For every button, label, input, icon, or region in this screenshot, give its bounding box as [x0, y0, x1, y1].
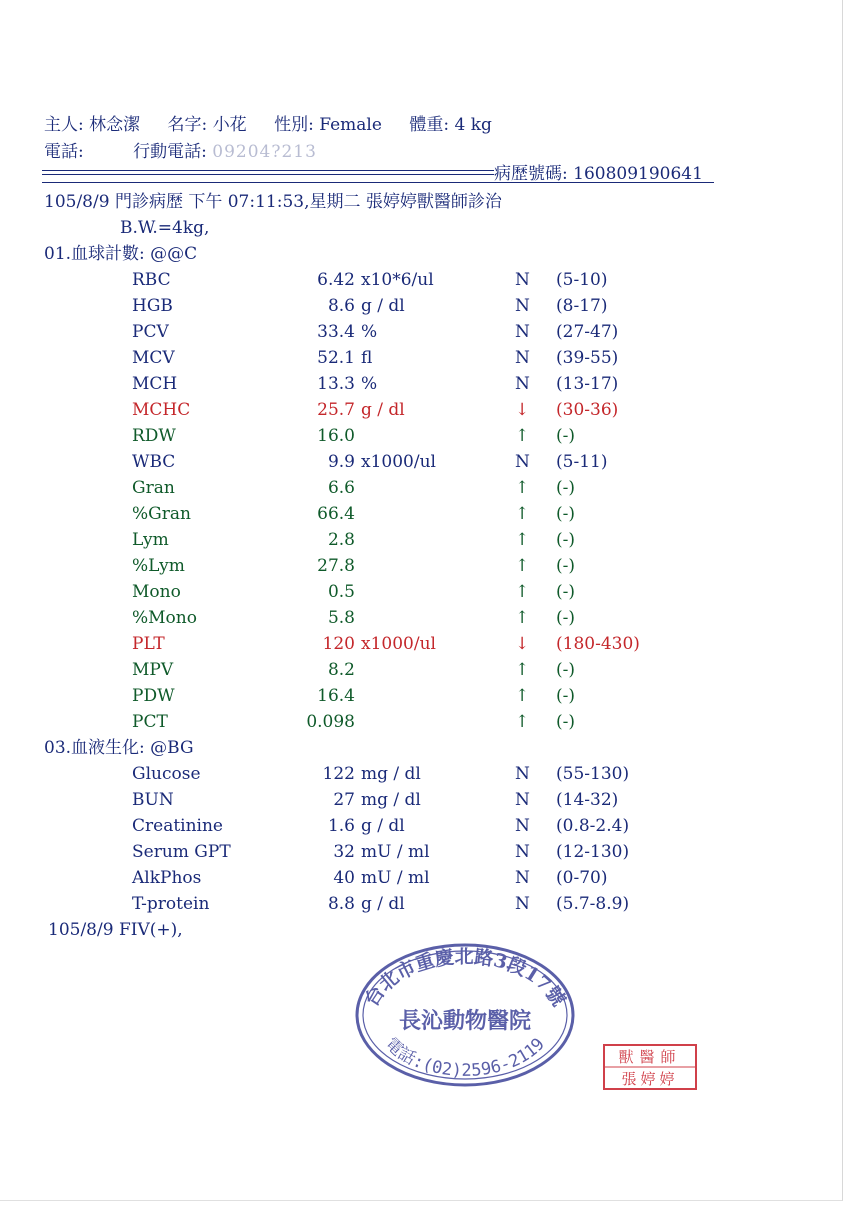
test-name: AlkPhos — [132, 868, 202, 888]
result-row — [0, 503, 855, 525]
test-name: T-protein — [132, 894, 210, 914]
test-value: 32 — [333, 842, 355, 862]
status-flag: ↑ — [515, 426, 530, 446]
status-flag: ↑ — [515, 582, 530, 602]
test-value: 8.8 — [327, 894, 355, 914]
reference-range: (12-130) — [556, 842, 630, 862]
result-row — [0, 789, 855, 811]
phone-label: 電話: — [44, 142, 84, 162]
status-flag: N — [515, 816, 530, 836]
reference-range: (180-430) — [556, 634, 640, 654]
reference-range: (27-47) — [556, 322, 619, 342]
fiv-note: 105/8/9 FIV(+), — [48, 920, 183, 940]
double-rule — [42, 170, 494, 175]
test-value: 13.3 — [317, 374, 355, 394]
result-row — [0, 477, 855, 499]
test-value: 5.8 — [327, 608, 355, 628]
status-flag: N — [515, 894, 530, 914]
reference-range: (-) — [556, 582, 576, 602]
test-unit: mU / ml — [361, 842, 430, 862]
status-flag: N — [515, 452, 530, 472]
test-name: %Gran — [132, 504, 191, 524]
record-number — [494, 164, 703, 184]
cbc-section-title: 01.血球計數: @@C — [44, 244, 198, 264]
test-value: 16.0 — [317, 426, 355, 446]
header-divider — [42, 182, 714, 183]
reference-range: (-) — [556, 608, 576, 628]
status-flag: N — [515, 764, 530, 784]
status-flag: ↑ — [515, 660, 530, 680]
sex-value: Female — [319, 115, 382, 135]
test-unit: g / dl — [361, 894, 405, 914]
status-flag: ↑ — [515, 556, 530, 576]
svg-text:台北市重慶北路3段17號 — [360, 945, 570, 1010]
test-value: 27.8 — [317, 556, 355, 576]
record-number-value: 160809190641 — [573, 164, 703, 184]
result-row — [0, 425, 855, 447]
test-value: 66.4 — [317, 504, 355, 524]
result-row — [0, 685, 855, 707]
result-row — [0, 373, 855, 395]
status-flag: N — [515, 348, 530, 368]
test-name: BUN — [132, 790, 174, 810]
body-weight-note: B.W.=4kg, — [120, 218, 210, 238]
record-number-label: 病歷號碼: — [494, 164, 568, 184]
result-row — [0, 529, 855, 551]
test-value: 25.7 — [317, 400, 355, 420]
reference-range: (-) — [556, 478, 576, 498]
reference-range: (39-55) — [556, 348, 619, 368]
result-row — [0, 867, 855, 889]
test-unit: % — [361, 322, 378, 342]
test-value: 1.6 — [327, 816, 355, 836]
test-value: 0.098 — [306, 712, 355, 732]
status-flag: ↓ — [515, 634, 530, 654]
sex-label: 性別: — [274, 115, 314, 135]
test-unit: x1000/ul — [361, 452, 436, 472]
test-value: 9.9 — [327, 452, 355, 472]
test-unit: fl — [361, 348, 373, 368]
visit-line: 105/8/9 門診病歷 下午 07:11:53,星期二 張婷婷獸醫師診治 — [44, 192, 502, 212]
test-name: RDW — [132, 426, 176, 446]
reference-range: (-) — [556, 686, 576, 706]
test-value: 16.4 — [317, 686, 355, 706]
test-unit: % — [361, 374, 378, 394]
test-name: HGB — [132, 296, 173, 316]
test-name: %Lym — [132, 556, 185, 576]
test-name: MCHC — [132, 400, 191, 420]
test-unit: x10*6/ul — [361, 270, 434, 290]
reference-range: (-) — [556, 426, 576, 446]
result-row — [0, 295, 855, 317]
test-name: %Mono — [132, 608, 197, 628]
test-value: 8.2 — [327, 660, 355, 680]
test-value: 52.1 — [317, 348, 355, 368]
result-row — [0, 815, 855, 837]
result-row — [0, 321, 855, 343]
test-name: PCT — [132, 712, 168, 732]
reference-range: (55-130) — [556, 764, 630, 784]
test-name: WBC — [132, 452, 176, 472]
test-value: 8.6 — [327, 296, 355, 316]
test-name: MCH — [132, 374, 178, 394]
result-row — [0, 451, 855, 473]
result-row — [0, 659, 855, 681]
result-row — [0, 841, 855, 863]
result-row — [0, 607, 855, 629]
test-unit: g / dl — [361, 296, 405, 316]
reference-range: (14-32) — [556, 790, 619, 810]
status-flag: N — [515, 790, 530, 810]
clinic-stamp — [350, 940, 580, 1090]
test-name: RBC — [132, 270, 171, 290]
vet-name: 張婷婷 — [621, 1070, 679, 1088]
reference-range: (5.7-8.9) — [556, 894, 630, 914]
test-name: Creatinine — [132, 816, 223, 836]
test-value: 0.5 — [327, 582, 355, 602]
reference-range: (-) — [556, 712, 576, 732]
result-row — [0, 555, 855, 577]
status-flag: N — [515, 296, 530, 316]
result-row — [0, 893, 855, 915]
test-value: 6.6 — [327, 478, 355, 498]
patient-info-line — [44, 115, 492, 135]
weight-label: 體重: — [409, 115, 450, 135]
reference-range: (13-17) — [556, 374, 619, 394]
test-name: Lym — [132, 530, 169, 550]
result-row — [0, 763, 855, 785]
owner-label: 主人: — [44, 115, 84, 135]
status-flag: ↑ — [515, 686, 530, 706]
test-value: 120 — [322, 634, 355, 654]
test-value: 2.8 — [327, 530, 355, 550]
reference-range: (5-10) — [556, 270, 608, 290]
owner-name: 林念潔 — [89, 115, 141, 135]
result-row — [0, 347, 855, 369]
test-unit: g / dl — [361, 400, 405, 420]
status-flag: N — [515, 842, 530, 862]
test-unit: mg / dl — [361, 790, 421, 810]
reference-range: (-) — [556, 660, 576, 680]
pet-name: 小花 — [212, 115, 247, 135]
status-flag: ↑ — [515, 478, 530, 498]
test-value: 27 — [333, 790, 355, 810]
reference-range: (0.8-2.4) — [556, 816, 630, 836]
test-value: 33.4 — [317, 322, 355, 342]
test-name: PCV — [132, 322, 169, 342]
test-value: 6.42 — [317, 270, 355, 290]
status-flag: ↑ — [515, 530, 530, 550]
pet-name-label: 名字: — [167, 115, 208, 135]
reference-range: (8-17) — [556, 296, 608, 316]
test-unit: mU / ml — [361, 868, 430, 888]
chem-section-title: 03.血液生化: @BG — [44, 738, 194, 758]
test-unit: mg / dl — [361, 764, 421, 784]
vet-seal — [602, 1043, 698, 1091]
test-name: PDW — [132, 686, 175, 706]
test-unit: g / dl — [361, 816, 405, 836]
status-flag: N — [515, 868, 530, 888]
status-flag: ↑ — [515, 712, 530, 732]
test-name: MPV — [132, 660, 174, 680]
status-flag: ↓ — [515, 400, 530, 420]
test-name: Gran — [132, 478, 175, 498]
vet-title: 獸醫師 — [618, 1048, 682, 1066]
test-unit: x1000/ul — [361, 634, 436, 654]
test-value: 40 — [333, 868, 355, 888]
weight-value: 4 kg — [454, 115, 492, 135]
reference-range: (0-70) — [556, 868, 608, 888]
result-row — [0, 711, 855, 733]
stamp-address: 台北市重慶北路3段17號 — [360, 945, 570, 1011]
test-name: Mono — [132, 582, 181, 602]
status-flag: ↑ — [515, 504, 530, 524]
reference-range: (5-11) — [556, 452, 608, 472]
reference-range: (30-36) — [556, 400, 619, 420]
test-name: Glucose — [132, 764, 201, 784]
reference-range: (-) — [556, 556, 576, 576]
mobile-number-redacted: 09204?213 — [212, 142, 317, 162]
stamp-phone: 電話:(02)2596-2119 — [380, 1033, 549, 1081]
result-row — [0, 633, 855, 655]
result-row — [0, 399, 855, 421]
result-row — [0, 581, 855, 603]
reference-range: (-) — [556, 504, 576, 524]
record-number-row — [42, 164, 722, 184]
result-row — [0, 269, 855, 291]
mobile-label: 行動電話: — [133, 142, 207, 162]
status-flag: N — [515, 374, 530, 394]
test-name: PLT — [132, 634, 165, 654]
status-flag: N — [515, 322, 530, 342]
status-flag: N — [515, 270, 530, 290]
test-value: 122 — [322, 764, 355, 784]
test-name: Serum GPT — [132, 842, 231, 862]
status-flag: ↑ — [515, 608, 530, 628]
stamp-clinic-name: 長沁動物醫院 — [398, 1008, 532, 1034]
contact-line — [44, 142, 317, 162]
reference-range: (-) — [556, 530, 576, 550]
test-name: MCV — [132, 348, 175, 368]
